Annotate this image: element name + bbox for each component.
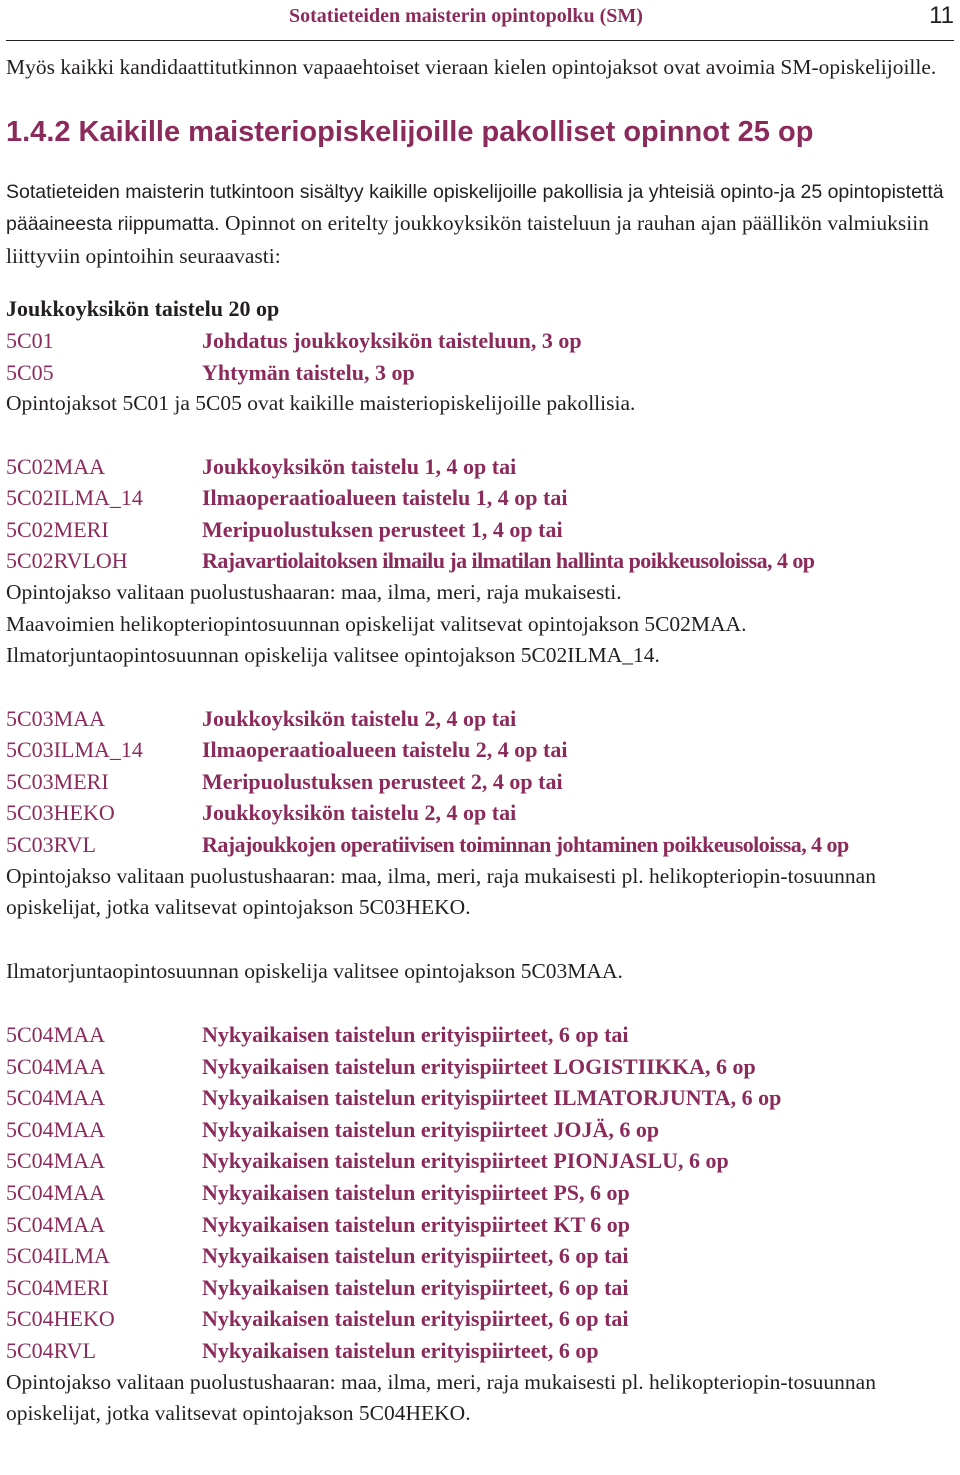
course-code: 5C04MAA [6, 1022, 106, 1048]
spacer [6, 987, 956, 1019]
spacer [6, 924, 956, 956]
block4-note: Opintojakso valitaan puolustushaaran: maa, ilma, meri, raja mukaisesti pl. helikopteriopin-tosuunnan opiskelijat, jotka valitsevat opintojakson 5C04HEKO. [6, 1369, 876, 1426]
course-title: Ilmaoperaatioalueen taistelu 2, 4 op tai [202, 737, 568, 763]
course-list-block4 [6, 1019, 956, 1367]
course-row [6, 703, 956, 735]
course-row [6, 1272, 956, 1304]
course-title: Joukkoyksikön taistelu 2, 4 op tai [202, 705, 517, 731]
course-code: 5C02MERI [6, 516, 109, 542]
course-title: Nykyaikaisen taistelun erityispiirteet PIONJASLU, 6 op [202, 1148, 729, 1174]
course-row [6, 1177, 956, 1209]
intro-paragraph: Myös kaikki kandidaattitutkinnon vapaaehtoiset vieraan kielen opintojaksot ovat avoimia SM-opiskelijoille. [6, 55, 937, 79]
course-row [6, 797, 956, 829]
course-title: Nykyaikaisen taistelun erityispiirteet KT 6 op [202, 1211, 630, 1237]
running-header-title: Sotatieteiden maisterin opintopolku (SM) [289, 5, 643, 27]
page-number: 11 [929, 2, 954, 29]
course-code: 5C02RVLOH [6, 548, 128, 574]
course-list-block1 [6, 325, 956, 388]
course-title: Nykyaikaisen taistelun erityispiirteet PS, 6 op [202, 1180, 630, 1205]
block2-note: Maavoimien helikopteriopintosuunnan opiskelijat valitsevat opintojakson 5C02MAA. [6, 611, 747, 636]
course-row [6, 1209, 956, 1241]
course-row [6, 1145, 956, 1177]
block3-note-2: Ilmatorjuntaopintosuunnan opiskelija valitsee opintojakson 5C03MAA. [6, 958, 623, 983]
course-code: 5C04MAA [6, 1180, 106, 1205]
section-intro-sans-text: Sotatieteiden maisterin tutkintoon sisältyy kaikille opiskelijoille pakollisia ja yhteisiä opinto-ja 25 opintopistettä pääaineesta riippumatta. [6, 180, 944, 235]
course-code: 5C04HEKO [6, 1306, 115, 1332]
course-row [6, 1303, 956, 1335]
page-header [0, 0, 960, 42]
course-row [6, 451, 956, 483]
course-code: 5C04MAA [6, 1085, 106, 1111]
course-code: 5C04ILMA [6, 1243, 110, 1269]
header-divider [6, 40, 954, 41]
course-title: Rajavartiolaitoksen ilmailu ja ilmatilan hallinta poikkeusoloissa, 4 op [202, 548, 815, 574]
course-code: 5C03ILMA_14 [6, 737, 143, 763]
course-code: 5C04MERI [6, 1274, 109, 1300]
page-body [6, 52, 956, 1430]
section-intro-serif-text: Opinnot on eritelty joukkoyksikön taisteluun ja rauhan ajan päällikön valmiuksiin liittyviin opintoihin seuraavasti: [6, 211, 929, 268]
course-code: 5C04MAA [6, 1053, 106, 1079]
course-row [6, 1114, 956, 1146]
course-code: 5C03MAA [6, 705, 106, 731]
course-title: Nykyaikaisen taistelun erityispiirteet ILMATORJUNTA, 6 op [202, 1085, 782, 1111]
course-row [6, 1240, 956, 1272]
course-row [6, 1019, 956, 1051]
course-title: Nykyaikaisen taistelun erityispiirteet, 6 op tai [202, 1243, 629, 1269]
section-heading: 1.4.2 Kaikille maisteriopiskelijoille pakolliset opinnot 25 op [6, 115, 814, 148]
course-code: 5C03MERI [6, 768, 109, 794]
course-list-block3 [6, 703, 956, 861]
course-title: Meripuolustuksen perusteet 2, 4 op tai [202, 768, 563, 794]
spacer [6, 672, 956, 703]
course-row [6, 829, 956, 861]
spacer [6, 420, 956, 451]
course-title: Nykyaikaisen taistelun erityispiirteet JOJÄ, 6 op [202, 1116, 660, 1142]
course-code: 5C04RVL [6, 1337, 96, 1363]
course-row [6, 514, 956, 546]
course-list-block2 [6, 451, 956, 577]
course-code: 5C01 [6, 328, 54, 353]
block2-note: Ilmatorjuntaopintosuunnan opiskelija valitsee opintojakson 5C02ILMA_14. [6, 643, 660, 668]
group-heading: Joukkoyksikön taistelu 20 op [6, 296, 280, 321]
course-title: Nykyaikaisen taistelun erityispiirteet, 6 op tai [202, 1306, 629, 1332]
course-code: 5C04MAA [6, 1116, 106, 1142]
course-title: Yhtymän taistelu, 3 op [202, 359, 415, 385]
course-title: Ilmaoperaatioalueen taistelu 1, 4 op tai [202, 485, 568, 511]
course-title: Meripuolustuksen perusteet 1, 4 op tai [202, 516, 563, 542]
course-title: Joukkoyksikön taistelu 2, 4 op tai [202, 800, 517, 826]
course-code: 5C05 [6, 359, 54, 385]
course-title: Nykyaikaisen taistelun erityispiirteet, 6 op tai [202, 1274, 629, 1300]
course-row [6, 482, 956, 514]
course-title: Nykyaikaisen taistelun erityispiirteet, 6 op tai [202, 1022, 629, 1048]
course-row [6, 1082, 956, 1114]
course-code: 5C02MAA [6, 453, 106, 479]
course-title: Nykyaikaisen taistelun erityispiirteet LOGISTIIKKA, 6 op [202, 1053, 756, 1079]
course-code: 5C03HEKO [6, 800, 115, 826]
course-row [6, 734, 956, 766]
course-row [6, 1051, 956, 1083]
course-title: Joukkoyksikön taistelu 1, 4 op tai [202, 453, 517, 479]
course-row [6, 545, 956, 577]
course-row [6, 1335, 956, 1367]
course-title: Johdatus joukkoyksikön taisteluun, 3 op [202, 328, 582, 353]
course-title: Rajajoukkojen operatiivisen toiminnan johtaminen poikkeusoloissa, 4 op [202, 831, 849, 857]
course-code: 5C02ILMA_14 [6, 485, 143, 511]
block2-note: Opintojakso valitaan puolustushaaran: maa, ilma, meri, raja mukaisesti. [6, 580, 622, 605]
course-row [6, 325, 956, 357]
course-code: 5C03RVL [6, 831, 96, 857]
block1-note: Opintojaksot 5C01 ja 5C05 ovat kaikille maisteriopiskelijoille pakollisia. [6, 391, 636, 416]
course-code: 5C04MAA [6, 1211, 106, 1237]
course-row [6, 357, 956, 389]
section-intro-paragraph [6, 176, 956, 273]
block3-note: Opintojakso valitaan puolustushaaran: maa, ilma, meri, raja mukaisesti pl. helikopteriopin-tosuunnan opiskelijat, jotka valitsevat opintojakson 5C03HEKO. [6, 863, 876, 920]
course-title: Nykyaikaisen taistelun erityispiirteet, 6 op [202, 1337, 599, 1363]
course-code: 5C04MAA [6, 1148, 106, 1174]
course-row [6, 766, 956, 798]
